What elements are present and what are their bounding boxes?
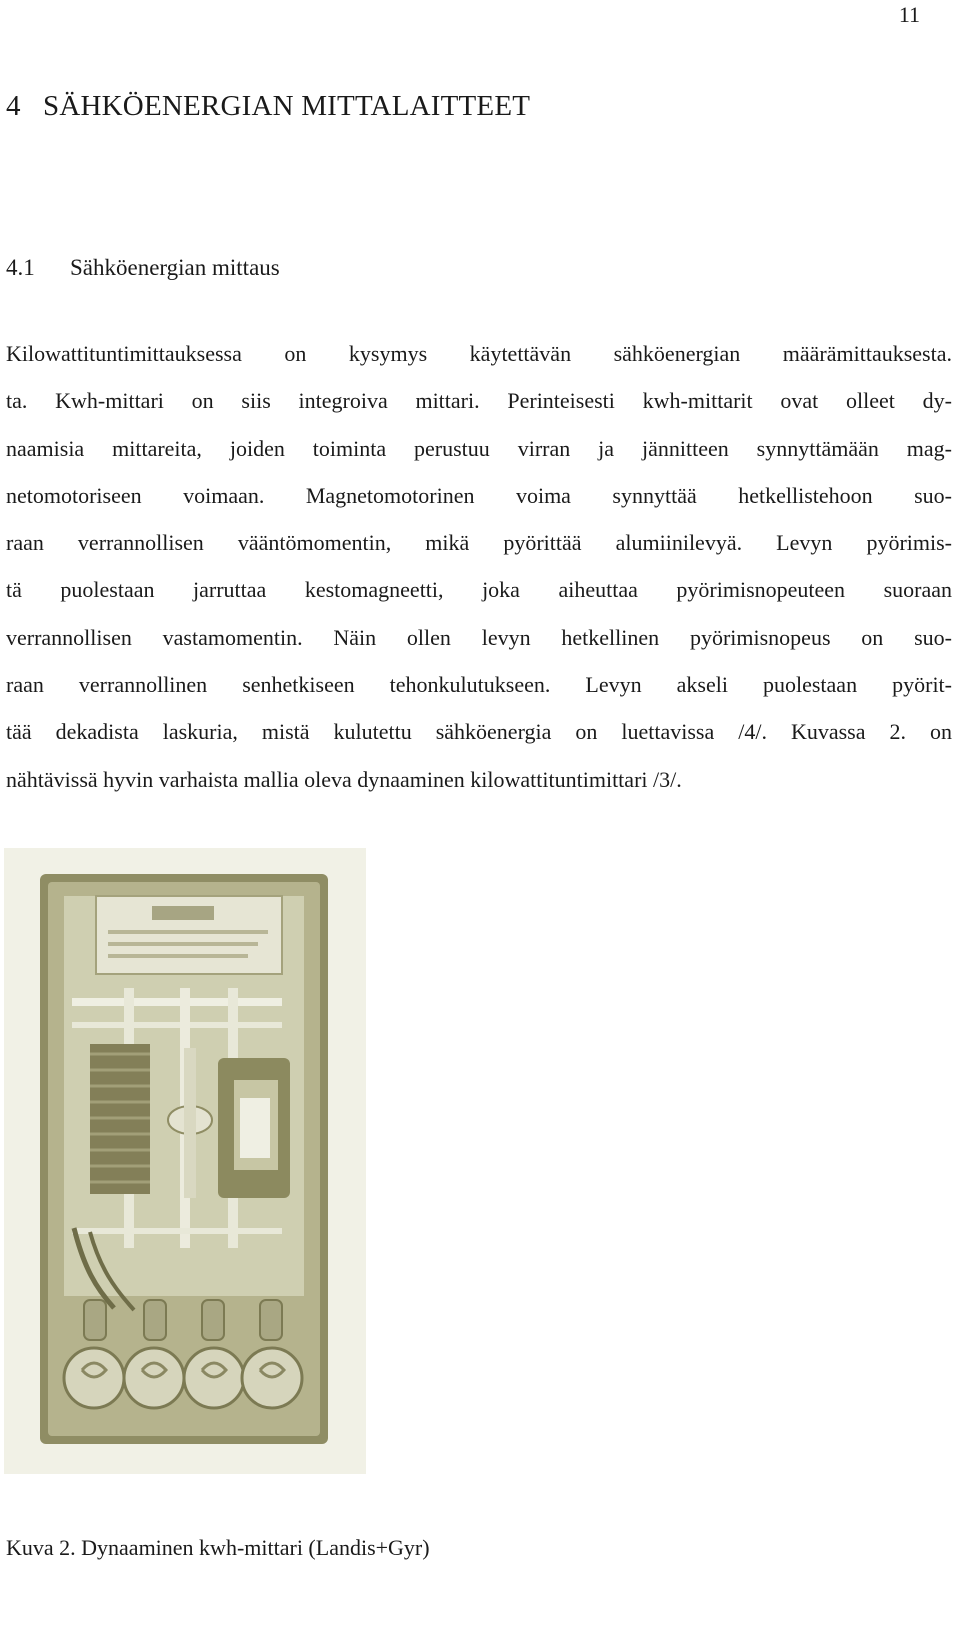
- body-line: tä puolestaan jarruttaa kestomagneetti, joka aiheuttaa pyörimisnopeuteen suoraan: [6, 577, 952, 603]
- body-paragraph: [6, 330, 952, 803]
- body-line: nähtävissä hyvin varhaista mallia oleva dynaaminen kilowattituntimittari /3/.: [6, 766, 682, 792]
- body-line: verrannollisen vastamomentin. Näin ollen levyn hetkellinen pyörimisnopeus on suo-: [6, 624, 952, 650]
- chapter-title: 4 SÄHKÖENERGIAN MITTALAITTEET: [6, 90, 531, 122]
- body-line: naamisia mittareita, joiden toiminta perustuu virran ja jännitteen synnyttämään mag-: [6, 435, 952, 461]
- body-line: netomotoriseen voimaan. Magnetomotorinen voima synnyttää hetkellistehoon suo-: [6, 482, 952, 508]
- body-line: ta. Kwh-mittari on siis integroiva mittari. Perinteisesti kwh-mittarit ovat olleet dy-: [6, 388, 952, 414]
- section-heading: [6, 255, 280, 281]
- body-line: Kilowattituntimittauksessa on kysymys käytettävän sähköenergian määrämittauksesta.: [6, 341, 952, 366]
- page-number: 11: [898, 2, 920, 27]
- body-line: raan verrannollinen senhetkiseen tehonkulutukseen. Levyn akseli puolestaan pyörit-: [6, 672, 952, 698]
- figure-caption: Kuva 2. Dynaaminen kwh-mittari (Landis+Gyr): [6, 1535, 430, 1560]
- body-line: raan verrannollisen vääntömomentin, mikä pyörittää alumiinilevyä. Levyn pyörimis-: [6, 530, 952, 556]
- kwh-meter-photo-icon: [4, 848, 366, 1474]
- section-title: Sähköenergian mittaus: [70, 255, 280, 280]
- body-line: tää dekadista laskuria, mistä kulutettu sähköenergia on luettavissa /4/. Kuvassa 2. on: [6, 719, 952, 745]
- section-number: 4.1: [6, 255, 35, 280]
- figure-image: [4, 848, 366, 1474]
